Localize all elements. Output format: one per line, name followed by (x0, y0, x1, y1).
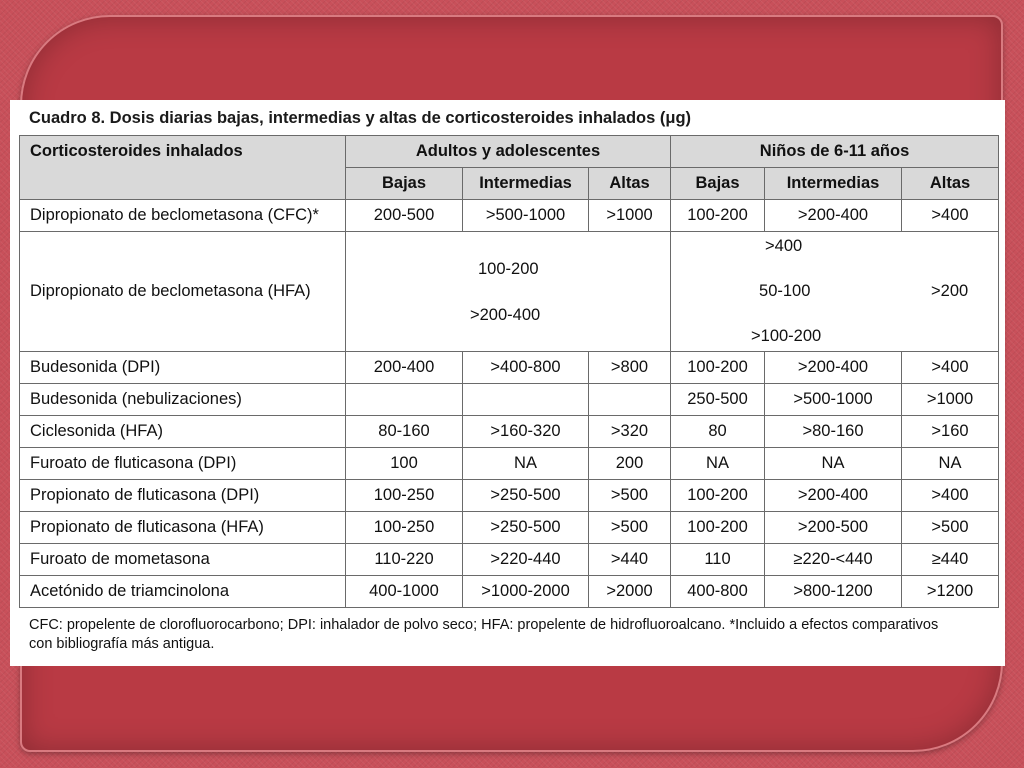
dose-cell: >200-400 (765, 480, 902, 512)
dose-cell: >500 (589, 512, 671, 544)
adults-group-header: Adultos y adolescentes (346, 136, 671, 168)
dose-cell: NA (765, 448, 902, 480)
table-row (20, 384, 999, 416)
dose-cell: >440 (589, 544, 671, 576)
table-row (20, 448, 999, 480)
dose-value: >100-200 (751, 327, 822, 345)
child-low-header: Bajas (671, 168, 765, 200)
dose-cell: 100-200 (671, 352, 765, 384)
drug-name: Acetónido de triamcinolona (20, 576, 346, 608)
dose-cell: 100-200 (671, 480, 765, 512)
dose-cell: >160-320 (463, 416, 589, 448)
dose-cell: 80-160 (346, 416, 463, 448)
dose-cell (463, 384, 589, 416)
dose-cell: 250-500 (671, 384, 765, 416)
dose-cell: >500-1000 (765, 384, 902, 416)
dose-cell: >500-1000 (463, 200, 589, 232)
drug-name: Budesonida (DPI) (20, 352, 346, 384)
dose-cell (346, 384, 463, 416)
dose-cell: >400-800 (463, 352, 589, 384)
drug-column-header: Corticosteroides inhalados (20, 136, 346, 200)
drug-name: Furoato de fluticasona (DPI) (20, 448, 346, 480)
adult-medium-header: Intermedias (463, 168, 589, 200)
dose-cell: >800-1200 (765, 576, 902, 608)
drug-name: Propionato de fluticasona (DPI) (20, 480, 346, 512)
table-row (20, 200, 999, 232)
dose-cell: NA (902, 448, 999, 480)
children-group-header: Niños de 6-11 años (671, 136, 999, 168)
table-footnote: CFC: propelente de clorofluorocarbono; DPI: inhalador de polvo seco; HFA: propelente de hidrofluoroalcano. *Incluido a efectos comparativos con bibliografía más antigua. (29, 617, 939, 652)
dose-cell: >500 (902, 512, 999, 544)
dose-cell: NA (463, 448, 589, 480)
child-medium-header: Intermedias (765, 168, 902, 200)
dose-cell: >1000-2000 (463, 576, 589, 608)
dose-value: 50-100 (759, 282, 811, 300)
drug-name: Dipropionato de beclometasona (HFA) (20, 232, 346, 352)
dose-cell: >1000 (902, 384, 999, 416)
drug-name: Propionato de fluticasona (HFA) (20, 512, 346, 544)
drug-name: Ciclesonida (HFA) (20, 416, 346, 448)
dose-cell: 110-220 (346, 544, 463, 576)
adult-high-header: Altas (589, 168, 671, 200)
table-row (20, 232, 999, 352)
child-high-header: Altas (902, 168, 999, 200)
dose-cell: 80 (671, 416, 765, 448)
dose-cell: >400 (902, 200, 999, 232)
drug-name: Dipropionato de beclometasona (CFC)* (20, 200, 346, 232)
dose-value: >200 (931, 282, 969, 300)
dose-cell: >250-500 (463, 480, 589, 512)
drug-name: Budesonida (nebulizaciones) (20, 384, 346, 416)
dose-cell: 100-250 (346, 512, 463, 544)
dose-cell: >1200 (902, 576, 999, 608)
dose-value: >400 (765, 237, 803, 255)
dose-cell: >800 (589, 352, 671, 384)
table-row (20, 576, 999, 608)
dose-cell: >320 (589, 416, 671, 448)
dose-table (19, 135, 999, 608)
dose-cell (589, 384, 671, 416)
dose-cell: 100 (346, 448, 463, 480)
dose-cell: 200 (589, 448, 671, 480)
dose-cell: 400-800 (671, 576, 765, 608)
dose-value: 100-200 (478, 260, 539, 278)
child-dose-merged-cell (671, 232, 999, 352)
dose-cell: >250-500 (463, 512, 589, 544)
adult-dose-merged-cell (346, 232, 671, 352)
dose-cell: 110 (671, 544, 765, 576)
table-slide (10, 100, 1005, 666)
dose-cell: >2000 (589, 576, 671, 608)
dose-cell: >80-160 (765, 416, 902, 448)
dose-cell: >200-400 (765, 200, 902, 232)
dose-cell: >220-440 (463, 544, 589, 576)
dose-cell: >200-400 (765, 352, 902, 384)
dose-cell: NA (671, 448, 765, 480)
adult-low-header: Bajas (346, 168, 463, 200)
table-row (20, 416, 999, 448)
dose-cell: >160 (902, 416, 999, 448)
dose-cell: >400 (902, 480, 999, 512)
dose-cell: >200-500 (765, 512, 902, 544)
drug-name: Furoato de mometasona (20, 544, 346, 576)
table-row (20, 512, 999, 544)
table-row (20, 352, 999, 384)
dose-cell: 400-1000 (346, 576, 463, 608)
dose-cell: >1000 (589, 200, 671, 232)
dose-cell: ≥220-<440 (765, 544, 902, 576)
dose-cell: 200-500 (346, 200, 463, 232)
dose-cell: 100-200 (671, 512, 765, 544)
table-row (20, 544, 999, 576)
dose-cell: ≥440 (902, 544, 999, 576)
header-row-groups (20, 136, 999, 168)
dose-cell: 200-400 (346, 352, 463, 384)
dose-cell: >400 (902, 352, 999, 384)
dose-cell: >500 (589, 480, 671, 512)
table-title: Cuadro 8. Dosis diarias bajas, intermedias y altas de corticosteroides inhalados (μg) (29, 109, 692, 127)
table-row (20, 480, 999, 512)
dose-value: >200-400 (470, 306, 541, 324)
dose-cell: 100-200 (671, 200, 765, 232)
dose-cell: 100-250 (346, 480, 463, 512)
